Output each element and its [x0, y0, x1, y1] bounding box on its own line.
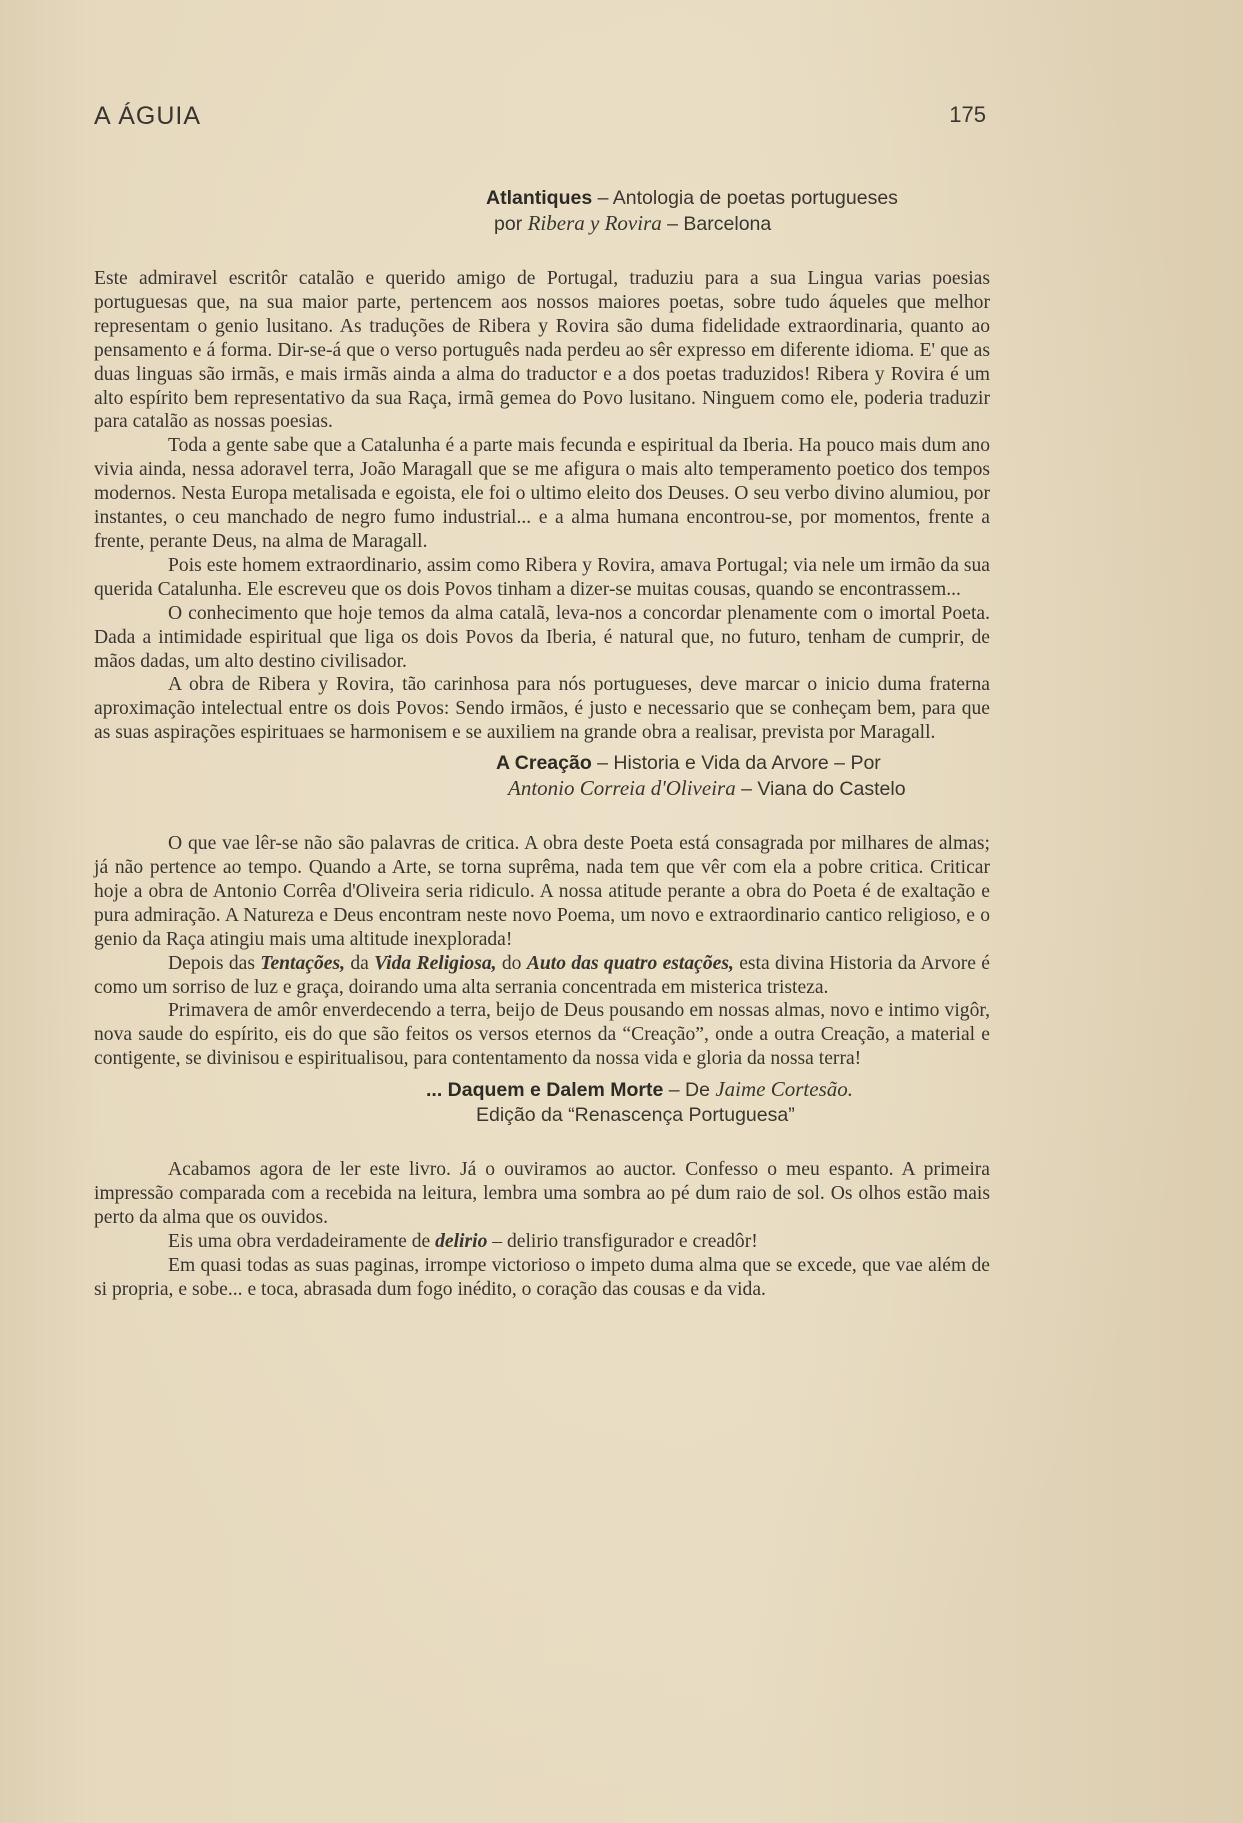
author-name: Ribera y Rovira — [527, 211, 662, 235]
work-title: Vida Religiosa, — [374, 952, 497, 974]
book-description: – Historia e Vida da Arvore – Por — [591, 752, 881, 775]
review-paragraph: Em quasi todas as suas paginas, irrompe victorioso o impeto duma alma que se excede, que vae além de si propria, e sobe... e toca, abrasada dum fogo inédito, o coração das cousas e da vida. — [94, 1254, 990, 1300]
review-paragraph: O que vae lêr-se não são palavras de critica. A obra deste Poeta está consagrada por milhares de almas; já não pertence ao tempo. Quando a Arte, se torna suprêma, nada tem que vêr com ela a pobre critica. Criticar hoje a obra de Antonio Corrêa d'Oliveira seria ridiculo. A nossa atitude perante a obra do Poeta é de exaltação e pura admiração. A Natureza e Deus encontram neste novo Poema, um novo e extraordinario cantico religioso, e o genio da Raça atingiu mais uma altitude inexplorada! — [94, 833, 990, 950]
review-paragraph: Este admiravel escritôr catalão e querido amigo de Portugal, traduziu para a sua Lingua varias poesias portuguesas que, na sua maior parte, pertencem aos nossos maiores poetas, sobre tudo áqueles que melhor representam o genio lusitano. As traduções de Ribera y Rovira são duma fidelidade extraordinaria, quanto ao pensamento e á forma. Dir-se-á que o verso português nada perdeu ao sêr expresso em diferente idioma. E' que as duas linguas são irmãs, e mais irmãs ainda a alma do traductor e a dos poetas traduzidos! Ribera y Rovira é um alto espírito bem representativo da sua Raça, irmã gemea do Povo lusitano. Ninguem como ele, poderia traduzir para catalão as nossas poesias. — [94, 268, 990, 433]
book-name: ... Daquem e Dalem Morte — [426, 1079, 664, 1102]
review-paragraph: Pois este homem extraordinario, assim como Ribera y Rovira, amava Portugal; via nele um irmão da sua querida Catalunha. Ele escreveu que os dois Povos tinham a dizer-se muitas cousas, quando se encontrassem... — [94, 554, 990, 600]
review-title-atlantiques — [94, 186, 990, 237]
page-number: 175 — [949, 102, 986, 127]
publisher-place: – Barcelona — [661, 213, 772, 235]
review-body — [94, 1158, 990, 1301]
work-title: Auto das quatro estações, — [526, 952, 734, 974]
review-title-line — [496, 751, 990, 776]
review-paragraph: A obra de Ribera y Rovira, tão carinhosa para nós portugueses, deve marcar o inicio duma fraterna aproximação intelectual entre os dois Povos: Sendo irmãos, é justo e necessario que se conheçam bem, para que as suas aspirações espirituaes se harmonisem e se auxiliem na grande obra a realisar, prevista por Maragall. — [94, 674, 990, 744]
book-description: – De — [663, 1079, 716, 1102]
review-body — [94, 267, 990, 745]
author-name: Antonio Correia d'Oliveira — [508, 776, 736, 801]
review-paragraph: Eis uma obra verdadeiramente de delirio – delirio transfigurador e creadôr! — [168, 1230, 758, 1252]
work-title: Tentações, — [260, 952, 346, 974]
book-description: – Antologia de poetas portugueses — [592, 187, 898, 209]
author-name: Jaime Cortesão. — [715, 1077, 854, 1102]
author-prefix: por — [494, 213, 528, 235]
review-paragraph: Depois das Tentações, da Vida Religiosa, do Auto das quatro estações, esta divina Historia da Arvore é como um sorriso de luz e graça, doirando uma alta serrania concentrada em misterica tristeza. — [94, 952, 990, 998]
edition-note: Edição da “Renascença Portuguesa” — [476, 1104, 795, 1127]
text-column — [94, 186, 990, 1302]
review-title-daquem-e-dalem-morte — [94, 1077, 990, 1128]
review-title-line — [426, 1077, 990, 1103]
review-title-line — [494, 211, 990, 237]
book-name: Atlantiques — [486, 187, 593, 209]
book-name: A Creação — [496, 752, 592, 775]
review-title-line — [486, 186, 990, 211]
running-head — [94, 102, 986, 136]
review-paragraph: Primavera de amôr enverdecendo a terra, beijo de Deus pousando em nossas almas, novo e intimo vigôr, nova saude do espírito, eis do que são feitos os versos eternos da “Creação”, onde a outra Creação, a material e contigente, se divinisou e espiritualisou, para contentamento da nossa vida e gloria da nossa terra! — [94, 1000, 990, 1070]
review-body — [94, 832, 990, 1071]
review-paragraph: O conhecimento que hoje temos da alma catalã, leva-nos a concordar plenamente com o imortal Poeta. Dada a intimidade espiritual que liga os dois Povos da Iberia, é natural que, no futuro, tenham de cumprir, de mãos dadas, um alto destino civilisador. — [94, 602, 990, 672]
publisher-place: – Viana do Castelo — [735, 778, 906, 801]
work-title: delirio — [435, 1230, 488, 1252]
journal-title: A ÁGUIA — [94, 102, 202, 130]
review-title-line — [476, 1103, 990, 1128]
review-paragraph: Acabamos agora de ler este livro. Já o ouviramos ao auctor. Confesso o meu espanto. A primeira impressão comparada com a recebida na leitura, lembra uma sombra ao pé dum raio de sol. Os olhos estão mais perto da alma que os ouvidos. — [94, 1159, 990, 1228]
review-title-line — [508, 776, 990, 802]
review-paragraph: Toda a gente sabe que a Catalunha é a parte mais fecunda e espiritual da Iberia. Ha pouco mais dum ano vivia ainda, nessa adoravel terra, João Maragall que se me afigura o mais alto temperamento poetico dos tempos modernos. Nesta Europa metalisada e egoista, ele foi o ultimo eleito dos Deuses. O seu verbo divino alumiou, por instantes, o ceu manchado de negro fumo industrial... e a alma humana encontrou-se, por momentos, frente a frente, perante Deus, na alma de Maragall. — [94, 435, 990, 552]
review-title-a-creacao — [94, 751, 990, 802]
